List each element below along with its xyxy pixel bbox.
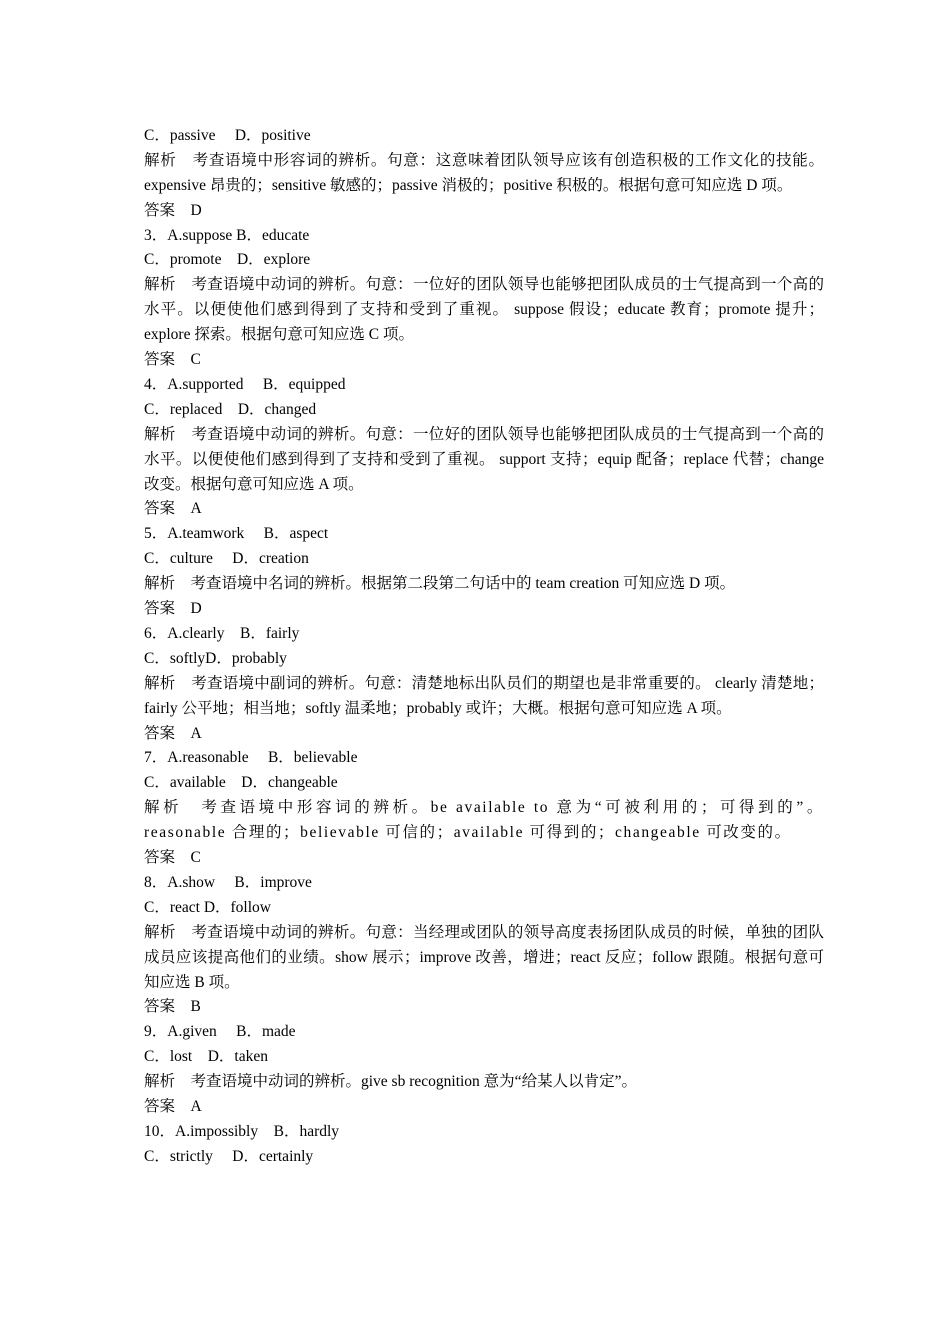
- answer-line: 答案 C: [144, 351, 201, 369]
- options-line: 9．A.given B．made: [144, 1023, 296, 1041]
- options-line: C．passive D．positive: [144, 127, 311, 144]
- options-line: 6．A.clearly B．fairly: [144, 624, 300, 642]
- analysis-paragraph: 解析 考查语境中动词的辨析。句意：一位好的团队领导也能够把团队成员的士气提高到一个高的水平。以便使他们感到得到了支持和受到了重视。 suppose 假设；educate 教育；promote 提升；explore 探索。根据句意可知应选 C 项。: [144, 276, 824, 344]
- options-line: C．softlyD．probably: [144, 649, 287, 667]
- analysis-paragraph: 解析 考查语境中形容词的辨析。be available to 意为“可被利用的；可得到的”。reasonable 合理的；believable 可信的；available 可得到的；changeable 可改变的。: [144, 799, 824, 842]
- analysis-paragraph: 解析 考查语境中动词的辨析。give sb recognition 意为“给某人以肯定”。: [144, 1073, 637, 1091]
- options-line: C．lost D．taken: [144, 1048, 268, 1066]
- options-line: C．promote D．explore: [144, 251, 311, 269]
- options-line: 5．A.teamwork B．aspect: [144, 525, 329, 543]
- answer-line: 答案 B: [144, 998, 201, 1016]
- answer-line: 答案 A: [144, 724, 202, 742]
- options-line: C．culture D．creation: [144, 550, 309, 568]
- options-line: C．available D．changeable: [144, 774, 338, 792]
- answer-line: 答案 C: [144, 849, 201, 867]
- analysis-paragraph: 解析 考查语境中动词的辨析。句意：当经理或团队的领导高度表扬团队成员的时候，单独的团队成员应该提高他们的业绩。show 展示；improve 改善，增进；react 反应；follow 跟随。根据句意可知应选 B 项。: [144, 923, 824, 991]
- document-page: [144, 124, 824, 1170]
- options-line: 3．A.suppose B．educate: [144, 226, 310, 244]
- options-line: 7．A.reasonable B．believable: [144, 749, 358, 767]
- options-line: 8．A.show B．improve: [144, 873, 312, 891]
- analysis-paragraph: 解析 考查语境中副词的辨析。句意：清楚地标出队员们的期望也是非常重要的。 clearly 清楚地；fairly 公平地；相当地；softly 温柔地；probably 或许；大概。根据句意可知应选 A 项。: [144, 674, 824, 717]
- options-line: C．react D．follow: [144, 898, 271, 916]
- answer-line: 答案 D: [144, 201, 202, 219]
- options-line: 4．A.supported B．equipped: [144, 375, 346, 393]
- analysis-paragraph: 解析 考查语境中动词的辨析。句意：一位好的团队领导也能够把团队成员的士气提高到一个高的水平。以便使他们感到得到了支持和受到了重视。 support 支持；equip 配备；replace 代替；change 改变。根据句意可知应选 A 项。: [144, 425, 824, 493]
- options-line: C．replaced D．changed: [144, 400, 317, 418]
- answer-line: 答案 A: [144, 500, 202, 518]
- options-line: 10．A.impossibly B．hardly: [144, 1122, 340, 1140]
- answer-line: 答案 A: [144, 1098, 202, 1115]
- options-line: C．strictly D．certainly: [144, 1147, 314, 1165]
- analysis-paragraph: 解析 考查语境中名词的辨析。根据第二段第二句话中的 team creation 可知应选 D 项。: [144, 575, 736, 593]
- answer-line: 答案 D: [144, 600, 202, 618]
- analysis-paragraph: 解析 考查语境中形容词的辨析。句意：这意味着团队领导应该有创造积极的工作文化的技能。expensive 昂贵的；sensitive 敏感的；passive 消极的；positive 积极的。根据句意可知应选 D 项。: [144, 151, 824, 194]
